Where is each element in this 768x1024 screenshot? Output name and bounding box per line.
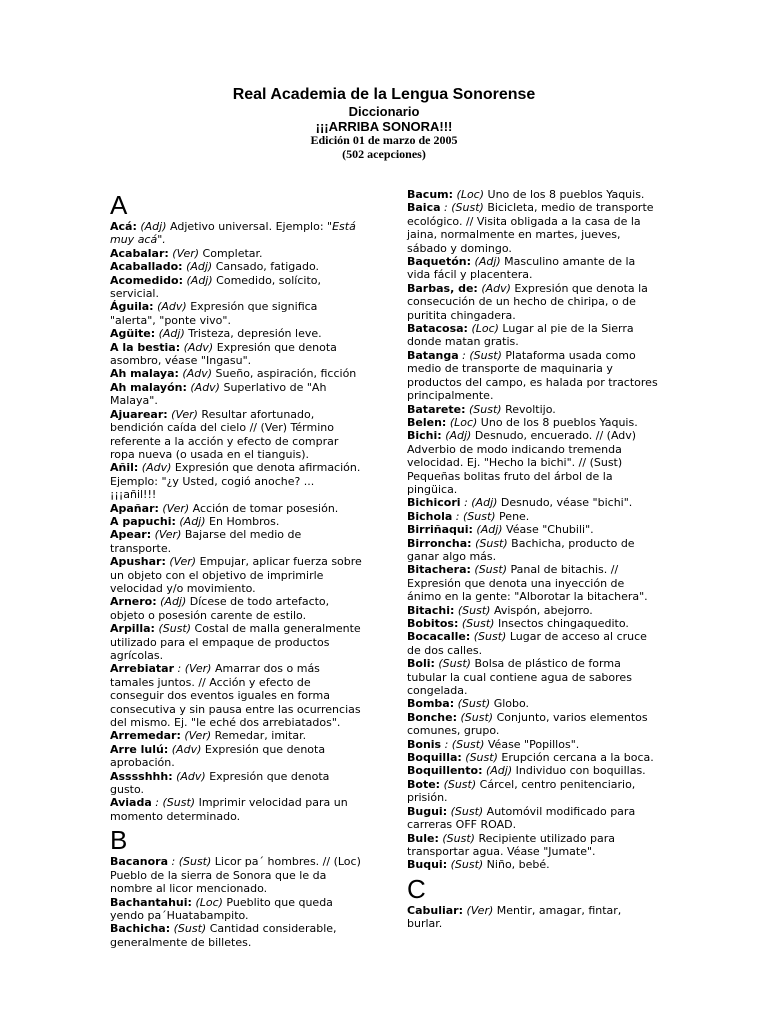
entry-category: (Loc)	[195, 895, 223, 909]
entry-definition: Mentir, amagar, fintar, burlar.	[407, 903, 622, 931]
entry-count: (502 acepciones)	[342, 146, 426, 161]
dictionary-entry	[407, 496, 659, 509]
entry-category: (Sust)	[457, 603, 491, 617]
entry-category: (Sust)	[460, 710, 494, 724]
entry-definition: Cárcel, centro penitenciario, prisión.	[407, 777, 636, 805]
entry-category: (Adv)	[176, 769, 206, 783]
entry-definition: Individuo con boquillas.	[512, 764, 646, 778]
dictionary-entry	[407, 201, 659, 255]
dictionary-entry	[407, 697, 659, 710]
entry-category: : (Sust)	[171, 855, 212, 869]
entry-term: Apear:	[110, 528, 152, 542]
dictionary-entry	[407, 322, 659, 349]
document-title: Real Academia de la Lengua Sonorense	[232, 86, 536, 103]
dictionary-entry	[110, 327, 364, 340]
entry-definition: Niño, bebé.	[483, 858, 550, 872]
entry-term: Ajuarear:	[110, 407, 168, 421]
entry-definition: Bachicha, producto de ganar algo más.	[407, 536, 635, 563]
dictionary-entry	[110, 300, 364, 327]
entry-term: Batacosa:	[407, 322, 468, 336]
dictionary-entry	[407, 282, 659, 322]
document-header	[0, 86, 768, 161]
entry-definition: Amarrar dos o más tamales juntos. // Acción y efecto de conseguir dos eventos iguales en forma consecutiva y sin pausa entre las ocurrencias del mismo. Ej. "le eché dos arrebiatados".	[110, 662, 361, 730]
entry-category: (Loc)	[456, 188, 485, 201]
dictionary-entry	[407, 858, 659, 871]
dictionary-entry	[407, 255, 659, 282]
entry-definition: Completar.	[199, 246, 263, 260]
entry-category: (Sust)	[474, 563, 507, 577]
dictionary-entry	[407, 738, 659, 751]
document-slogan: ¡¡¡ARRIBA SONORA!!!	[315, 119, 453, 134]
dictionary-entry	[407, 630, 659, 657]
entry-category: (Adj)	[485, 764, 513, 778]
dictionary-entry	[110, 408, 364, 462]
entry-term: Boquilla:	[407, 751, 462, 765]
entry-definition: Automóvil modificado para carreras OFF ROAD.	[407, 804, 636, 832]
entry-term: Bobitos:	[407, 617, 459, 630]
entry-category: (Adj)	[474, 255, 501, 269]
entry-term: Bugui:	[407, 804, 448, 818]
entry-definition: Comedido, solícito, servicial.	[110, 273, 322, 301]
entry-category: (Adv)	[171, 742, 202, 756]
entry-term: Arre lulú:	[110, 742, 169, 756]
edition-date: Edición 01 de marzo de 2005	[310, 133, 458, 147]
entry-term: Baica	[407, 201, 441, 215]
dictionary-column-left	[110, 188, 364, 949]
entry-category: : (Sust)	[462, 348, 502, 362]
dictionary-entry	[110, 247, 364, 260]
entry-category: (Ver)	[172, 246, 200, 260]
entry-category: (Adj)	[158, 327, 185, 341]
dictionary-entry	[407, 904, 659, 931]
entry-term: Boli:	[407, 657, 435, 671]
entry-definition: Cantidad considerable, generalmente de billetes.	[110, 922, 337, 949]
entry-term: Arpilla:	[110, 622, 155, 636]
entry-definition: Lugar de acceso al cruce de dos calles.	[407, 630, 647, 657]
entry-definition: Expresión que denota afirmación. Ejemplo: "¿y Usted, cogió anoche? ... ¡¡¡añil!!!	[110, 461, 361, 502]
entry-definition: Avispón, abejorro.	[490, 603, 593, 617]
entry-definition: Sueño, aspiración, ficción	[212, 367, 357, 381]
dictionary-entry	[110, 595, 364, 622]
entry-category: (Adj)	[140, 220, 167, 233]
entry-term: Bote:	[407, 777, 441, 791]
dictionary-entry	[407, 604, 659, 617]
entry-definition: Bolsa de plástico de forma tubular la cual contiene agua de sabores congelada.	[407, 657, 632, 698]
entry-term: Bocacalle:	[407, 630, 471, 644]
dictionary-entry	[110, 502, 364, 515]
entry-definition: Imprimir velocidad para un momento determinado.	[110, 796, 348, 823]
entry-term: Arremedar:	[110, 729, 181, 743]
dictionary-entry	[407, 349, 659, 403]
entry-category: (Ver)	[184, 729, 212, 743]
dictionary-entry	[407, 832, 659, 859]
entry-definition: Pene.	[495, 509, 530, 523]
entry-category: (Sust)	[465, 751, 498, 765]
entry-term: Bomba:	[407, 697, 455, 711]
entry-definition: Tristeza, depresión leve.	[184, 327, 322, 341]
entry-term: Ah malaya:	[110, 367, 179, 381]
entry-term: Bachicha:	[110, 922, 171, 936]
entry-term: Birriñaqui:	[407, 523, 473, 537]
entry-definition: Masculino amante de la vida fácil y placentera.	[407, 255, 636, 282]
entry-term: Buqui:	[407, 858, 448, 872]
entry-category: : (Sust)	[455, 509, 496, 523]
entry-term: Bichi:	[407, 429, 442, 443]
entry-definition: Uno de los 8 pueblos Yaquis.	[484, 188, 645, 201]
entry-definition: Uno de los 8 pueblos Yaquis.	[477, 415, 638, 429]
entry-term: Bacum:	[407, 188, 454, 201]
dictionary-entry	[110, 622, 364, 662]
entry-term: Agüite:	[110, 327, 156, 341]
entry-category: (Ver)	[169, 555, 197, 569]
dictionary-entry	[407, 429, 659, 496]
dictionary-entry	[110, 461, 364, 501]
entry-definition: Adjetivo universal. Ejemplo: "	[166, 220, 333, 233]
dictionary-entry	[407, 778, 659, 805]
entry-term: Barbas, de:	[407, 281, 478, 295]
entry-category: (Adv)	[141, 461, 172, 475]
entry-category: (Sust)	[450, 858, 484, 872]
entry-term: Arnero:	[110, 595, 157, 609]
entry-term: Acomedido:	[110, 273, 183, 287]
entry-category: (Adv)	[481, 281, 511, 295]
entry-term: A papuchi:	[110, 514, 176, 528]
entry-definition: Resultar afortunado, bendición caída del cielo // (Ver) Término referente a la acción y efecto de comprar ropa nueva (o usada en el tianguis).	[110, 407, 339, 461]
entry-category: (Ver)	[171, 407, 198, 421]
entry-term: Aviada	[110, 796, 152, 810]
entry-definition: Erupción cercana a la boca.	[497, 751, 654, 765]
entry-term: Águila:	[110, 300, 154, 314]
entry-category: : (Ver)	[177, 662, 212, 676]
entry-term: Arrebiatar	[110, 662, 174, 676]
entry-term: Bonche:	[407, 710, 457, 724]
entry-category: (Adj)	[186, 260, 213, 274]
entry-term: Cabuliar:	[407, 903, 463, 917]
entry-definition: Expresión que significa "alerta", "ponte vivo".	[110, 300, 318, 327]
entry-category: (Sust)	[158, 622, 192, 636]
entry-category: (Sust)	[461, 617, 495, 630]
entry-definition: Cansado, fatigado.	[212, 260, 320, 274]
dictionary-column-right	[407, 188, 659, 931]
dictionary-entry	[407, 711, 659, 738]
dictionary-entry	[110, 922, 364, 949]
entry-definition: Superlativo de "Ah Malaya".	[110, 380, 327, 408]
entry-definition: Acción de tomar posesión.	[189, 501, 339, 515]
entry-definition: Empujar, aplicar fuerza sobre un objeto con el objetivo de imprimirle velocidad y/o movimiento.	[110, 555, 362, 595]
dictionary-entry	[110, 381, 364, 408]
dictionary-entry	[110, 528, 364, 555]
entry-term: Acaballado:	[110, 260, 183, 274]
entry-definition: Bajarse del medio de transporte.	[110, 528, 302, 555]
entry-definition: Conjunto, varios elementos comunes, grupo.	[407, 710, 648, 738]
entry-term: Bacanora	[110, 855, 168, 869]
entry-example: Está muy acá".	[110, 220, 356, 247]
entry-definition: Costal de malla generalmente utilizado para el empaque de productos agrícolas.	[110, 622, 361, 662]
dictionary-entry	[110, 662, 364, 729]
entry-definition: Expresión que denota gusto.	[110, 769, 330, 797]
dictionary-entry	[407, 657, 659, 697]
entry-term: Boquillento:	[407, 764, 483, 778]
entry-definition: Globo.	[490, 697, 530, 711]
entry-category: (Adj)	[179, 514, 206, 528]
entry-term: Bitachera:	[407, 563, 471, 577]
dictionary-entry	[110, 555, 364, 595]
dictionary-entry	[110, 770, 364, 797]
dictionary-entry	[407, 617, 659, 630]
entry-category: (Sust)	[450, 804, 484, 818]
dictionary-entry	[407, 764, 659, 777]
entry-definition: Expresión que denota aprobación.	[110, 742, 326, 770]
entry-category: (Sust)	[473, 630, 507, 644]
dictionary-entry	[407, 416, 659, 429]
entry-term: Asssshhh:	[110, 769, 173, 783]
entry-category: (Ver)	[154, 528, 182, 542]
entry-term: Baquetón:	[407, 255, 472, 269]
entry-definition: Licor pa´ hombres. // (Loc) Pueblo de la sierra de Sonora que le da nombre al licor mencionado.	[110, 855, 361, 896]
section-letter: C	[407, 873, 426, 904]
entry-term: Apañar:	[110, 501, 159, 515]
entry-definition: Lugar al pie de la Sierra donde matan gratis.	[407, 322, 634, 349]
entry-definition: Desnudo, encuerado. // (Adv) Adverbio de modo indicando tremenda velocidad. Ej. "Hecho la bichi". // (Sust) Pequeñas bolitas fruto del árbol de la pingüica.	[407, 429, 637, 496]
entry-category: (Ver)	[162, 501, 190, 515]
entry-term: Batanga	[407, 348, 459, 362]
entry-category: (Adv)	[190, 380, 220, 394]
entry-category: (Adj)	[160, 595, 187, 609]
entry-category: (Sust)	[173, 922, 207, 936]
entry-category: : (Sust)	[444, 201, 484, 215]
dictionary-entry	[110, 341, 364, 368]
entry-definition: Expresión que denota la consecución de un hecho de chiripa, o de puritita chingadera.	[407, 281, 648, 322]
entry-category: (Adj)	[445, 429, 472, 443]
entry-definition: Dícese de todo artefacto, objeto o posesión carente de estilo.	[110, 595, 330, 622]
entry-term: A la bestia:	[110, 340, 181, 354]
entry-category: (Sust)	[438, 657, 471, 671]
entry-term: Añil:	[110, 461, 139, 475]
entry-definition: En Hombros.	[205, 514, 280, 528]
dictionary-entry	[407, 563, 659, 603]
entry-term: Ah malayón:	[110, 380, 187, 394]
entry-category: : (Sust)	[444, 737, 485, 751]
entry-category: : (Adj)	[464, 496, 498, 510]
dictionary-entry	[407, 537, 659, 564]
entry-category: (Sust)	[469, 402, 502, 416]
section-letter: B	[110, 825, 128, 856]
dictionary-entry	[407, 805, 659, 832]
dictionary-entry	[110, 796, 364, 823]
entry-term: Bichola	[407, 509, 453, 523]
entry-term: Acá:	[110, 220, 137, 233]
entry-category: (Sust)	[443, 777, 477, 791]
entry-category: (Adv)	[182, 367, 213, 381]
entry-term: Bonis	[407, 737, 442, 751]
entry-definition: Bicicleta, medio de transporte ecológico. // Visita obligada a la casa de la jaina, normalmente en martes, jueves, sábado y domingo.	[407, 201, 654, 255]
entry-definition: Expresión que denota asombro, véase "Ingasu".	[110, 340, 337, 368]
entry-definition: Recipiente utilizado para transportar agua. Véase "Jumate".	[407, 831, 615, 858]
entry-term: Bichicori	[407, 496, 461, 510]
entry-term: Birroncha:	[407, 536, 472, 550]
entry-definition: Véase "Popillos".	[484, 737, 580, 751]
entry-definition: Panal de bitachis. // Expresión que denota una inyección de ánimo en la gente: "Alborotar la bitachera".	[407, 563, 648, 604]
entry-definition: Véase "Chubili".	[502, 523, 594, 537]
dictionary-entry	[110, 515, 364, 528]
entry-term: Belen:	[407, 415, 447, 429]
entry-category: (Adj)	[476, 523, 503, 537]
dictionary-entry	[110, 855, 364, 895]
entry-category: (Loc)	[449, 415, 478, 429]
dictionary-entry	[407, 523, 659, 536]
entry-category: (Sust)	[442, 831, 475, 845]
entry-definition: Plataforma usada como medio de transporte de maquinaria y productos del campo, es halada por tractores principalmente.	[407, 348, 658, 403]
entry-term: Batarete:	[407, 402, 466, 416]
entry-term: Apushar:	[110, 555, 166, 569]
entry-category: (Loc)	[471, 322, 499, 336]
dictionary-entry	[110, 367, 364, 380]
entry-category: : (Sust)	[155, 796, 196, 810]
entry-definition: Remedar, imitar.	[211, 729, 307, 743]
entry-definition: Insectos chingaquedito.	[494, 617, 629, 630]
dictionary-entry	[407, 188, 659, 201]
dictionary-entry	[407, 751, 659, 764]
entry-definition: Revoltijo.	[501, 402, 556, 416]
entry-term: Bachantahui:	[110, 895, 192, 909]
entry-term: Bitachi:	[407, 603, 455, 617]
entry-category: (Sust)	[475, 536, 508, 550]
dictionary-entry	[407, 403, 659, 416]
dictionary-entry	[110, 729, 364, 742]
document-subtitle: Diccionario	[348, 104, 420, 119]
entry-term: Acabalar:	[110, 246, 169, 260]
entry-term: Bule:	[407, 831, 439, 845]
dictionary-entry	[110, 220, 364, 247]
entry-definition: Pueblito que queda yendo pa´Huatabampito.	[110, 895, 333, 922]
dictionary-entry	[110, 274, 364, 301]
entry-definition: Desnudo, véase "bichi".	[497, 496, 633, 510]
entry-category: (Ver)	[466, 903, 494, 917]
dictionary-entry	[110, 743, 364, 770]
entry-category: (Adj)	[186, 273, 213, 287]
entry-category: (Adv)	[157, 300, 187, 314]
dictionary-entry	[110, 260, 364, 273]
entry-category: (Adv)	[183, 340, 214, 354]
entry-category: (Sust)	[457, 697, 491, 711]
dictionary-entry	[110, 896, 364, 923]
dictionary-entry	[407, 510, 659, 523]
section-letter: A	[110, 190, 128, 220]
